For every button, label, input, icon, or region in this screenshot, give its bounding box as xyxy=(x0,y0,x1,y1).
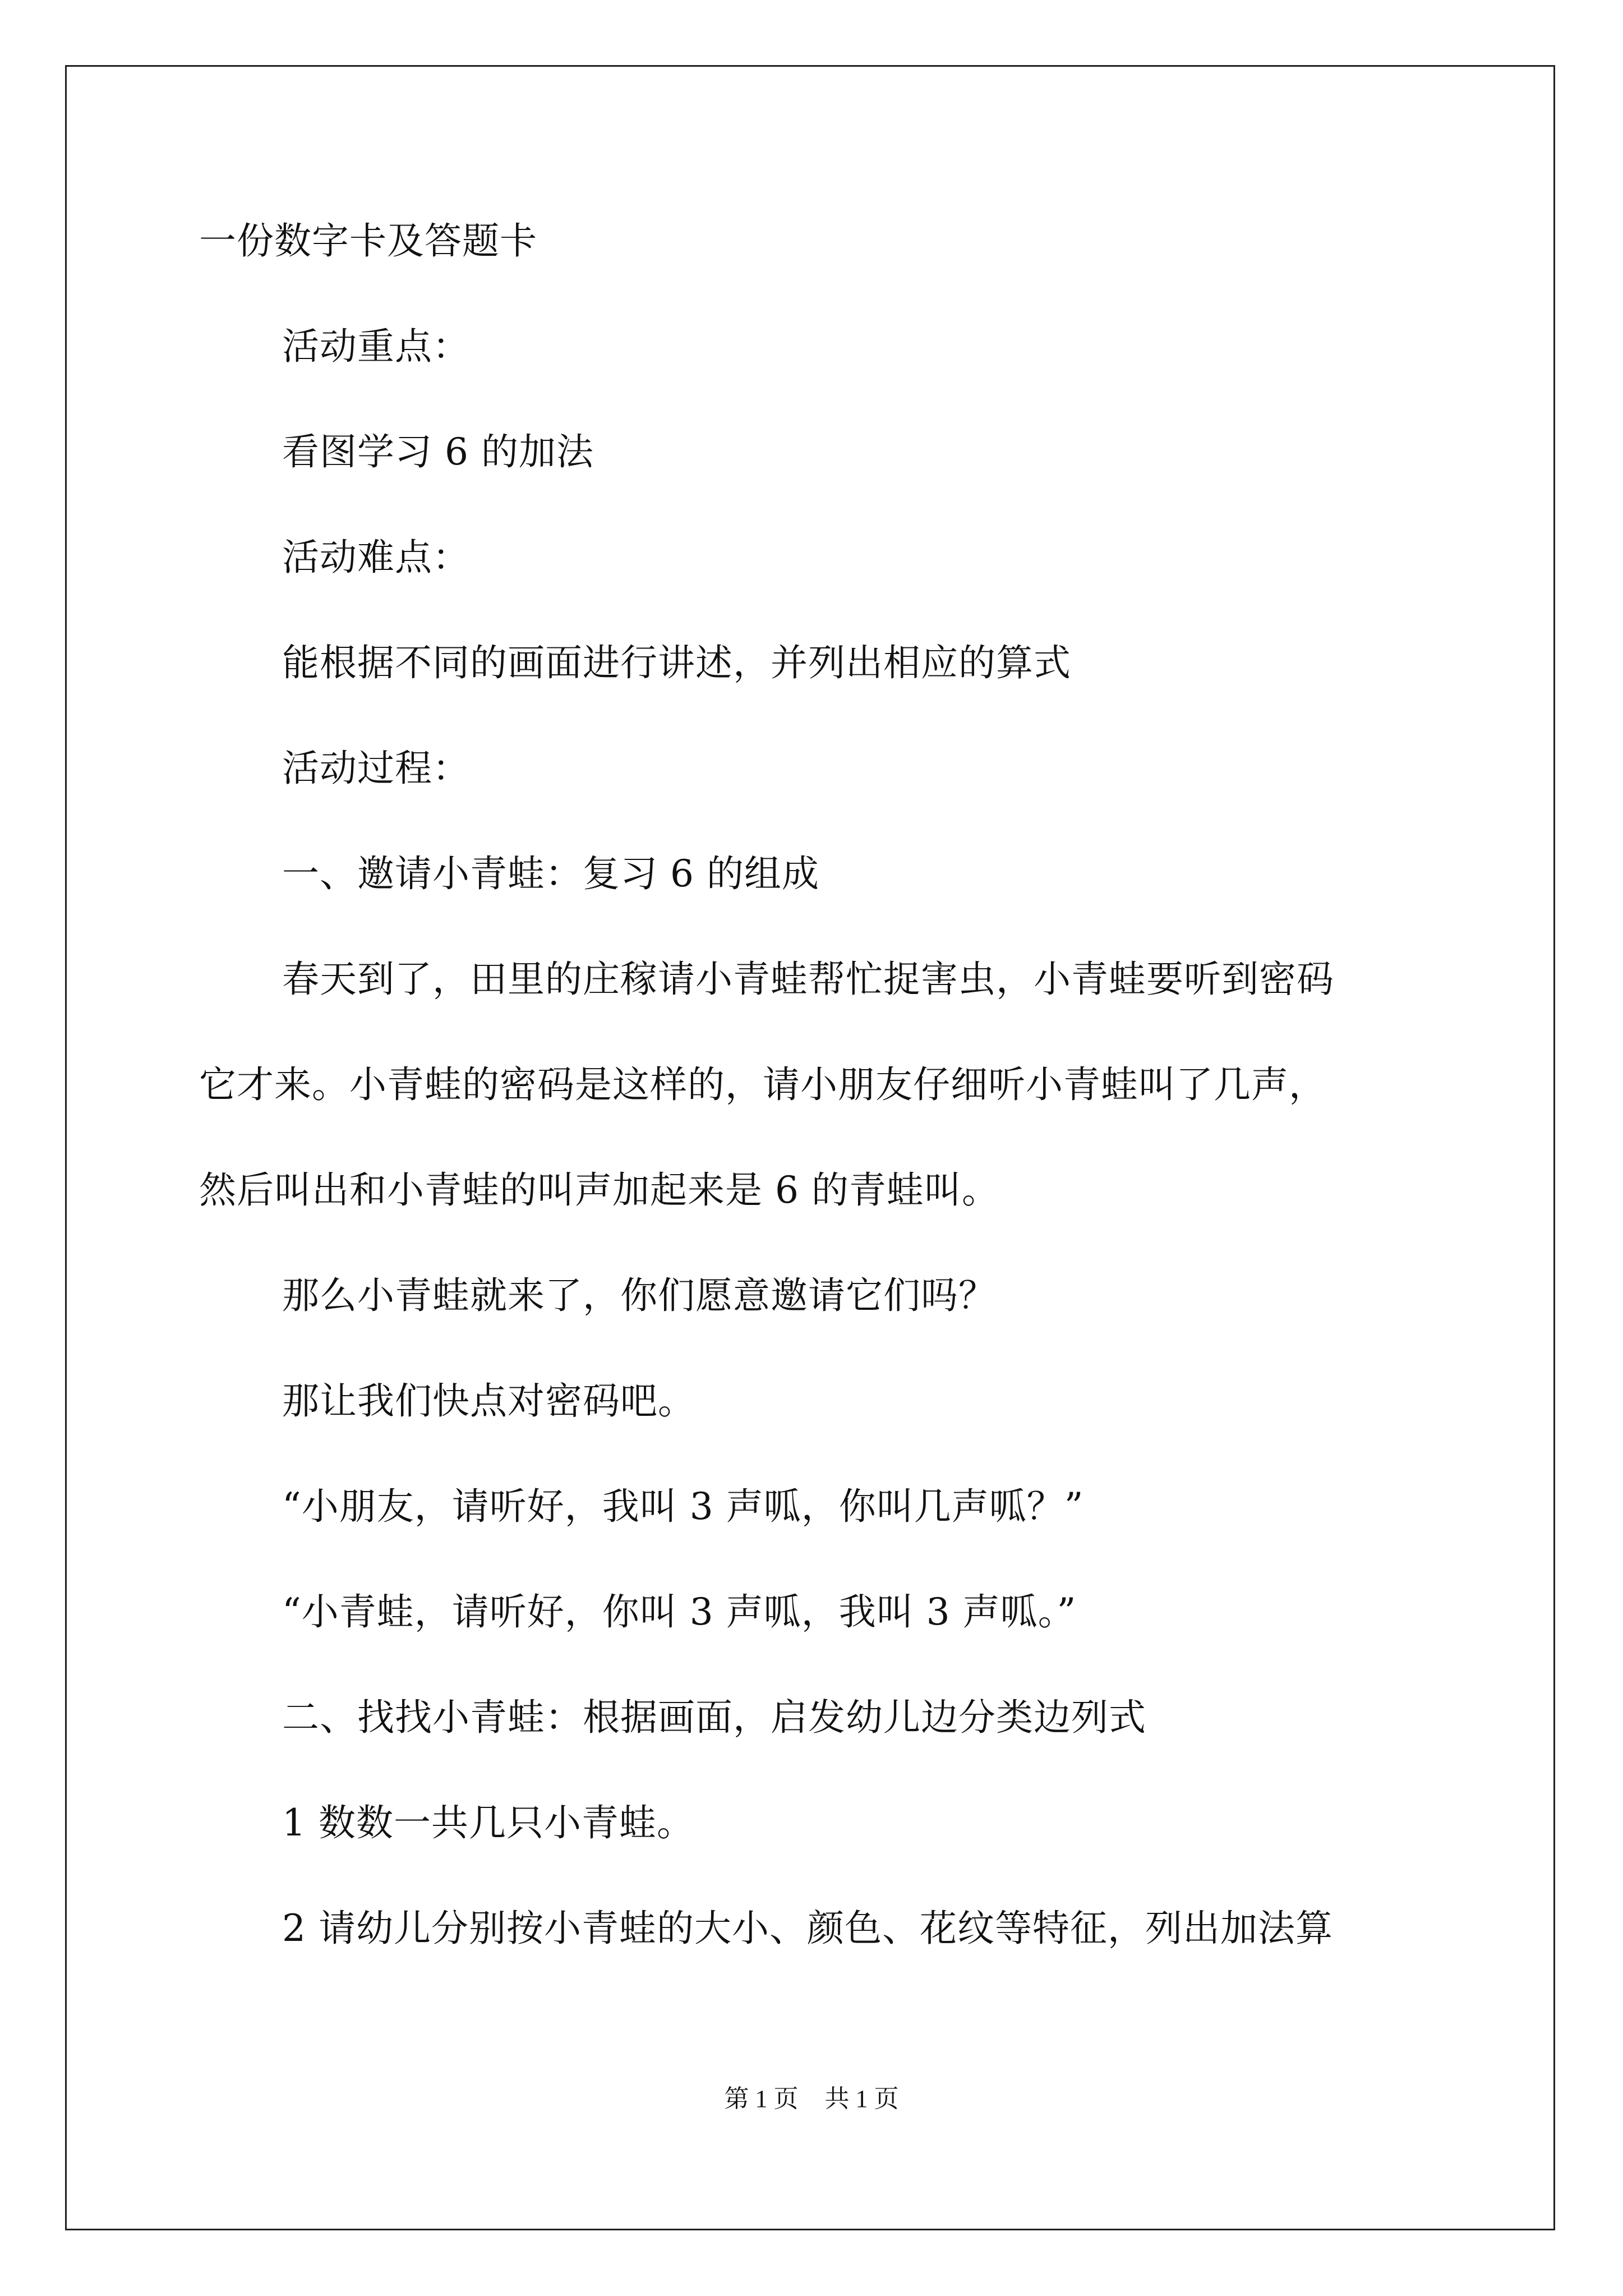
section-heading-2: 二、找找小青蛙：根据画面，启发幼儿边分类边列式 xyxy=(282,1696,1146,1739)
paragraph-difficulty: 能根据不同的画面进行讲述，并列出相应的算式 xyxy=(282,641,1071,684)
paragraph-story-line-2: 它才来。小青蛙的密码是这样的，请小朋友仔细听小青蛙叫了几声， xyxy=(199,1063,1326,1106)
step-2: 2 请幼儿分别按小青蛙的大小、颜色、花纹等特征，列出加法算 xyxy=(282,1907,1333,1950)
quote-1: “小朋友，请听好，我叫 3 声呱，你叫几声呱？” xyxy=(282,1485,1084,1528)
paragraph-materials: 一份数字卡及答题卡 xyxy=(199,219,537,263)
heading-activity-process: 活动过程： xyxy=(282,747,470,790)
step-1: 1 数数一共几只小青蛙。 xyxy=(282,1801,694,1844)
section-heading-1: 一、邀请小青蛙：复习 6 的组成 xyxy=(282,852,819,895)
page-number: 第 1 页 xyxy=(724,2085,799,2113)
heading-activity-focus: 活动重点： xyxy=(282,325,470,368)
paragraph-password: 那让我们快点对密码吧。 xyxy=(282,1379,695,1423)
paragraph-story-line-1: 春天到了，田里的庄稼请小青蛙帮忙捉害虫，小青蛙要听到密码 xyxy=(282,958,1334,1001)
heading-activity-difficulty: 活动难点： xyxy=(282,536,470,579)
quote-2: “小青蛙，请听好，你叫 3 声呱，我叫 3 声呱。” xyxy=(282,1590,1077,1634)
page-total: 共 1 页 xyxy=(824,2085,899,2113)
paragraph-focus: 看图学习 6 的加法 xyxy=(282,430,594,473)
page-footer xyxy=(0,2082,1623,2116)
paragraph-story-line-3: 然后叫出和小青蛙的叫声加起来是 6 的青蛙叫。 xyxy=(199,1168,999,1212)
paragraph-invite: 那么小青蛙就来了，你们愿意邀请它们吗？ xyxy=(282,1274,996,1317)
